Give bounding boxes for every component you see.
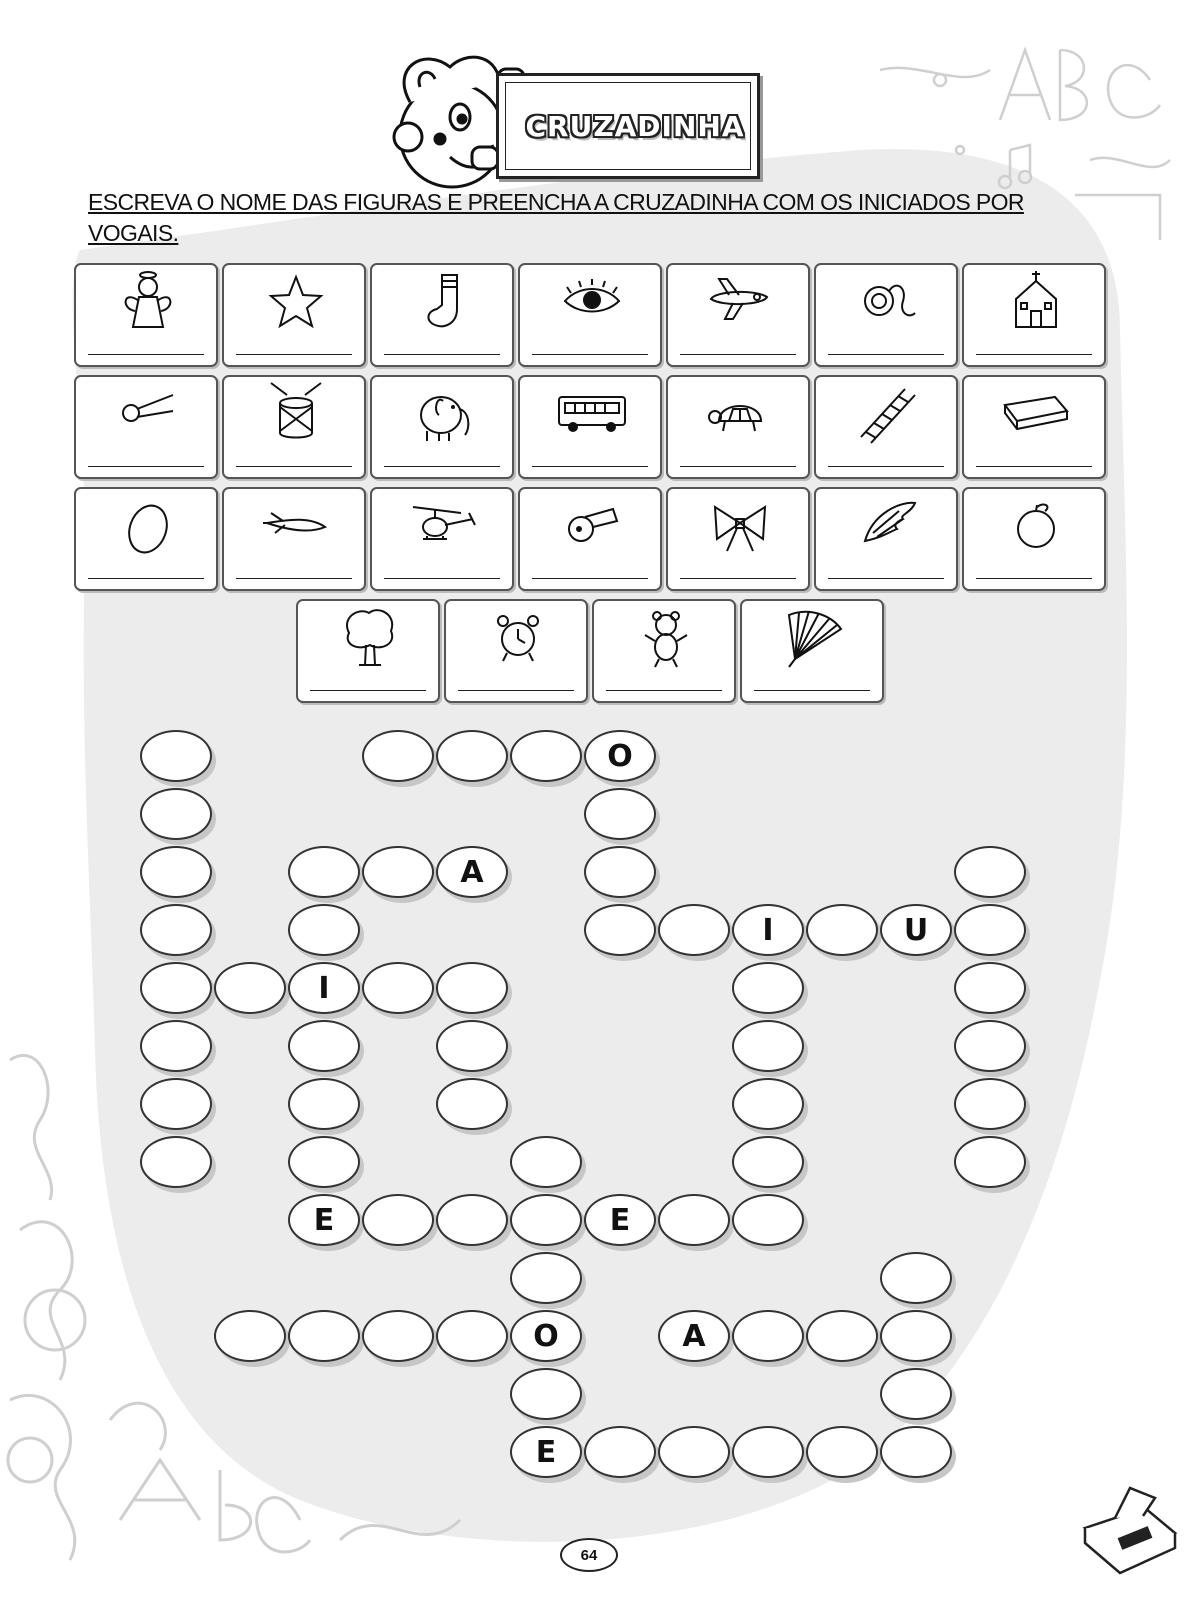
- crossword-cell[interactable]: [658, 1426, 730, 1478]
- elephant-icon: [409, 381, 479, 445]
- picture-card: [518, 263, 662, 367]
- crossword-cell[interactable]: [436, 1194, 508, 1246]
- crossword-cell[interactable]: [584, 1426, 656, 1478]
- picture-card: [962, 263, 1106, 367]
- picture-card: [370, 375, 514, 479]
- crossword-cell[interactable]: A: [658, 1310, 730, 1362]
- crossword-cell[interactable]: [954, 904, 1026, 956]
- crossword-cell[interactable]: [362, 730, 434, 782]
- answer-line[interactable]: [680, 578, 796, 579]
- title-box: [496, 73, 760, 179]
- answer-line[interactable]: [236, 578, 352, 579]
- picture-card: [444, 599, 588, 703]
- crossword-cell[interactable]: [288, 1310, 360, 1362]
- bow-icon: [705, 493, 775, 557]
- answer-line[interactable]: [532, 466, 648, 467]
- airplane-icon: [705, 269, 775, 333]
- crossword-cell[interactable]: [140, 1020, 212, 1072]
- alarm-clock-icon: [483, 605, 553, 669]
- crossword-cell[interactable]: [214, 1310, 286, 1362]
- crossword-cell[interactable]: [658, 1194, 730, 1246]
- teddy-bear-icon: [631, 605, 701, 669]
- crossword-cell[interactable]: [140, 962, 212, 1014]
- crossword-cell[interactable]: [732, 1078, 804, 1130]
- crossword-cell[interactable]: [732, 1136, 804, 1188]
- crossword-cell[interactable]: [732, 1020, 804, 1072]
- crossword-cell[interactable]: [436, 1310, 508, 1362]
- eye-icon: [557, 269, 627, 333]
- picture-card: [962, 487, 1106, 591]
- bus-icon: [557, 381, 627, 445]
- crossword-cell[interactable]: [510, 1252, 582, 1304]
- answer-line[interactable]: [88, 466, 204, 467]
- crossword-cell[interactable]: I: [288, 962, 360, 1014]
- crossword-cell[interactable]: [584, 846, 656, 898]
- picture-card: [814, 375, 958, 479]
- answer-line[interactable]: [384, 466, 500, 467]
- crossword-cell[interactable]: [732, 1310, 804, 1362]
- crossword-cell[interactable]: [140, 1078, 212, 1130]
- answer-line[interactable]: [88, 354, 204, 355]
- crossword-cell[interactable]: E: [510, 1426, 582, 1478]
- orange-icon: [1001, 493, 1071, 557]
- picture-card: [962, 375, 1106, 479]
- crossword-cell[interactable]: [584, 788, 656, 840]
- answer-line[interactable]: [606, 690, 722, 691]
- answer-line[interactable]: [88, 578, 204, 579]
- crossword-cell[interactable]: O: [510, 1310, 582, 1362]
- picture-card: [666, 375, 810, 479]
- crossword-cell[interactable]: [140, 1136, 212, 1188]
- answer-line[interactable]: [384, 354, 500, 355]
- crossword-cell[interactable]: [436, 730, 508, 782]
- crossword-cell[interactable]: U: [880, 904, 952, 956]
- answer-line[interactable]: [680, 354, 796, 355]
- sock-icon: [409, 269, 479, 333]
- crossword-cell[interactable]: [584, 904, 656, 956]
- picture-card: [222, 487, 366, 591]
- picture-card: [370, 487, 514, 591]
- comet-icon: [261, 493, 331, 557]
- crossword-cell[interactable]: [362, 962, 434, 1014]
- picture-card: [296, 599, 440, 703]
- turtle-icon: [705, 381, 775, 445]
- answer-line[interactable]: [976, 578, 1092, 579]
- picture-card: [518, 375, 662, 479]
- picture-card: [222, 375, 366, 479]
- wing-icon: [853, 493, 923, 557]
- crossword-cell[interactable]: [806, 1426, 878, 1478]
- answer-line[interactable]: [828, 354, 944, 355]
- picture-card: [74, 487, 218, 591]
- church-icon: [1001, 269, 1071, 333]
- whistle-icon: [557, 493, 627, 557]
- crossword-cell[interactable]: [362, 846, 434, 898]
- picture-card: [518, 487, 662, 591]
- answer-line[interactable]: [384, 578, 500, 579]
- drum-icon: [261, 381, 331, 445]
- answer-line[interactable]: [458, 690, 574, 691]
- ladder-icon: [853, 381, 923, 445]
- crossword-cell[interactable]: [288, 846, 360, 898]
- crossword-cell[interactable]: [436, 962, 508, 1014]
- crossword-cell[interactable]: [510, 1368, 582, 1420]
- egg-icon: [113, 493, 183, 557]
- answer-line[interactable]: [828, 578, 944, 579]
- printer-icon: [1075, 1478, 1185, 1578]
- answer-line[interactable]: [236, 354, 352, 355]
- crossword-cell[interactable]: [140, 788, 212, 840]
- crossword-cell[interactable]: [288, 904, 360, 956]
- crossword-cell[interactable]: [362, 1310, 434, 1362]
- crossword-cell[interactable]: [140, 846, 212, 898]
- star-icon: [261, 269, 331, 333]
- crossword-cell[interactable]: [658, 904, 730, 956]
- answer-line[interactable]: [828, 466, 944, 467]
- picture-card: [370, 263, 514, 367]
- crossword-cell[interactable]: [436, 1078, 508, 1130]
- picture-card: [666, 263, 810, 367]
- answer-line[interactable]: [310, 690, 426, 691]
- picture-card: [74, 375, 218, 479]
- crossword-cell[interactable]: [806, 1310, 878, 1362]
- answer-line[interactable]: [976, 466, 1092, 467]
- crossword-cell[interactable]: [880, 1252, 952, 1304]
- crossword-cell[interactable]: [510, 1136, 582, 1188]
- crossword-cell[interactable]: [954, 1136, 1026, 1188]
- crossword-cell[interactable]: [954, 1078, 1026, 1130]
- crossword-cell[interactable]: [510, 1194, 582, 1246]
- crossword-cell[interactable]: [288, 1078, 360, 1130]
- picture-card: [74, 263, 218, 367]
- crossword-cell[interactable]: [880, 1426, 952, 1478]
- crossword-cell[interactable]: [362, 1194, 434, 1246]
- crossword-cell[interactable]: [732, 1426, 804, 1478]
- crossword-cell[interactable]: A: [436, 846, 508, 898]
- yoyo-icon: [853, 269, 923, 333]
- answer-line[interactable]: [680, 466, 796, 467]
- picture-card: [222, 263, 366, 367]
- answer-line[interactable]: [532, 578, 648, 579]
- answer-line[interactable]: [976, 354, 1092, 355]
- crossword-cell[interactable]: I: [732, 904, 804, 956]
- crossword-cell[interactable]: [436, 1020, 508, 1072]
- picture-card: [740, 599, 884, 703]
- crossword-cell[interactable]: E: [288, 1194, 360, 1246]
- answer-line[interactable]: [754, 690, 870, 691]
- angel-icon: [113, 269, 183, 333]
- tree-icon: [335, 605, 405, 669]
- crossword-cell[interactable]: [880, 1310, 952, 1362]
- picture-card: [666, 487, 810, 591]
- crossword-cell[interactable]: [732, 962, 804, 1014]
- crossword-cell[interactable]: [288, 1020, 360, 1072]
- fan-icon: [779, 605, 849, 669]
- crossword-cell[interactable]: [954, 962, 1026, 1014]
- crossword-cell[interactable]: E: [584, 1194, 656, 1246]
- pliers-icon: [113, 381, 183, 445]
- crossword-cell[interactable]: [954, 1020, 1026, 1072]
- crossword-cell[interactable]: [214, 962, 286, 1014]
- crossword-cell[interactable]: [732, 1194, 804, 1246]
- crossword-cell[interactable]: O: [584, 730, 656, 782]
- crossword-cell[interactable]: [510, 730, 582, 782]
- crossword-cell[interactable]: [954, 846, 1026, 898]
- picture-card: [814, 487, 958, 591]
- instruction-text: ESCREVA O NOME DAS FIGURAS E PREENCHA A CRUZADINHA COM OS INICIADOS POR VOGAIS.: [88, 189, 1024, 246]
- crossword-cell[interactable]: [288, 1136, 360, 1188]
- tray-icon: [1001, 381, 1071, 445]
- answer-line[interactable]: [236, 466, 352, 467]
- crossword-cell[interactable]: [806, 904, 878, 956]
- picture-card: [814, 263, 958, 367]
- crossword-cell[interactable]: [880, 1368, 952, 1420]
- helicopter-icon: [409, 493, 479, 557]
- crossword-cell[interactable]: [140, 730, 212, 782]
- page-title: CRUZADINHA: [525, 109, 745, 143]
- crossword-cell[interactable]: [140, 904, 212, 956]
- picture-card: [592, 599, 736, 703]
- answer-line[interactable]: [532, 354, 648, 355]
- page-number: 64: [560, 1538, 618, 1572]
